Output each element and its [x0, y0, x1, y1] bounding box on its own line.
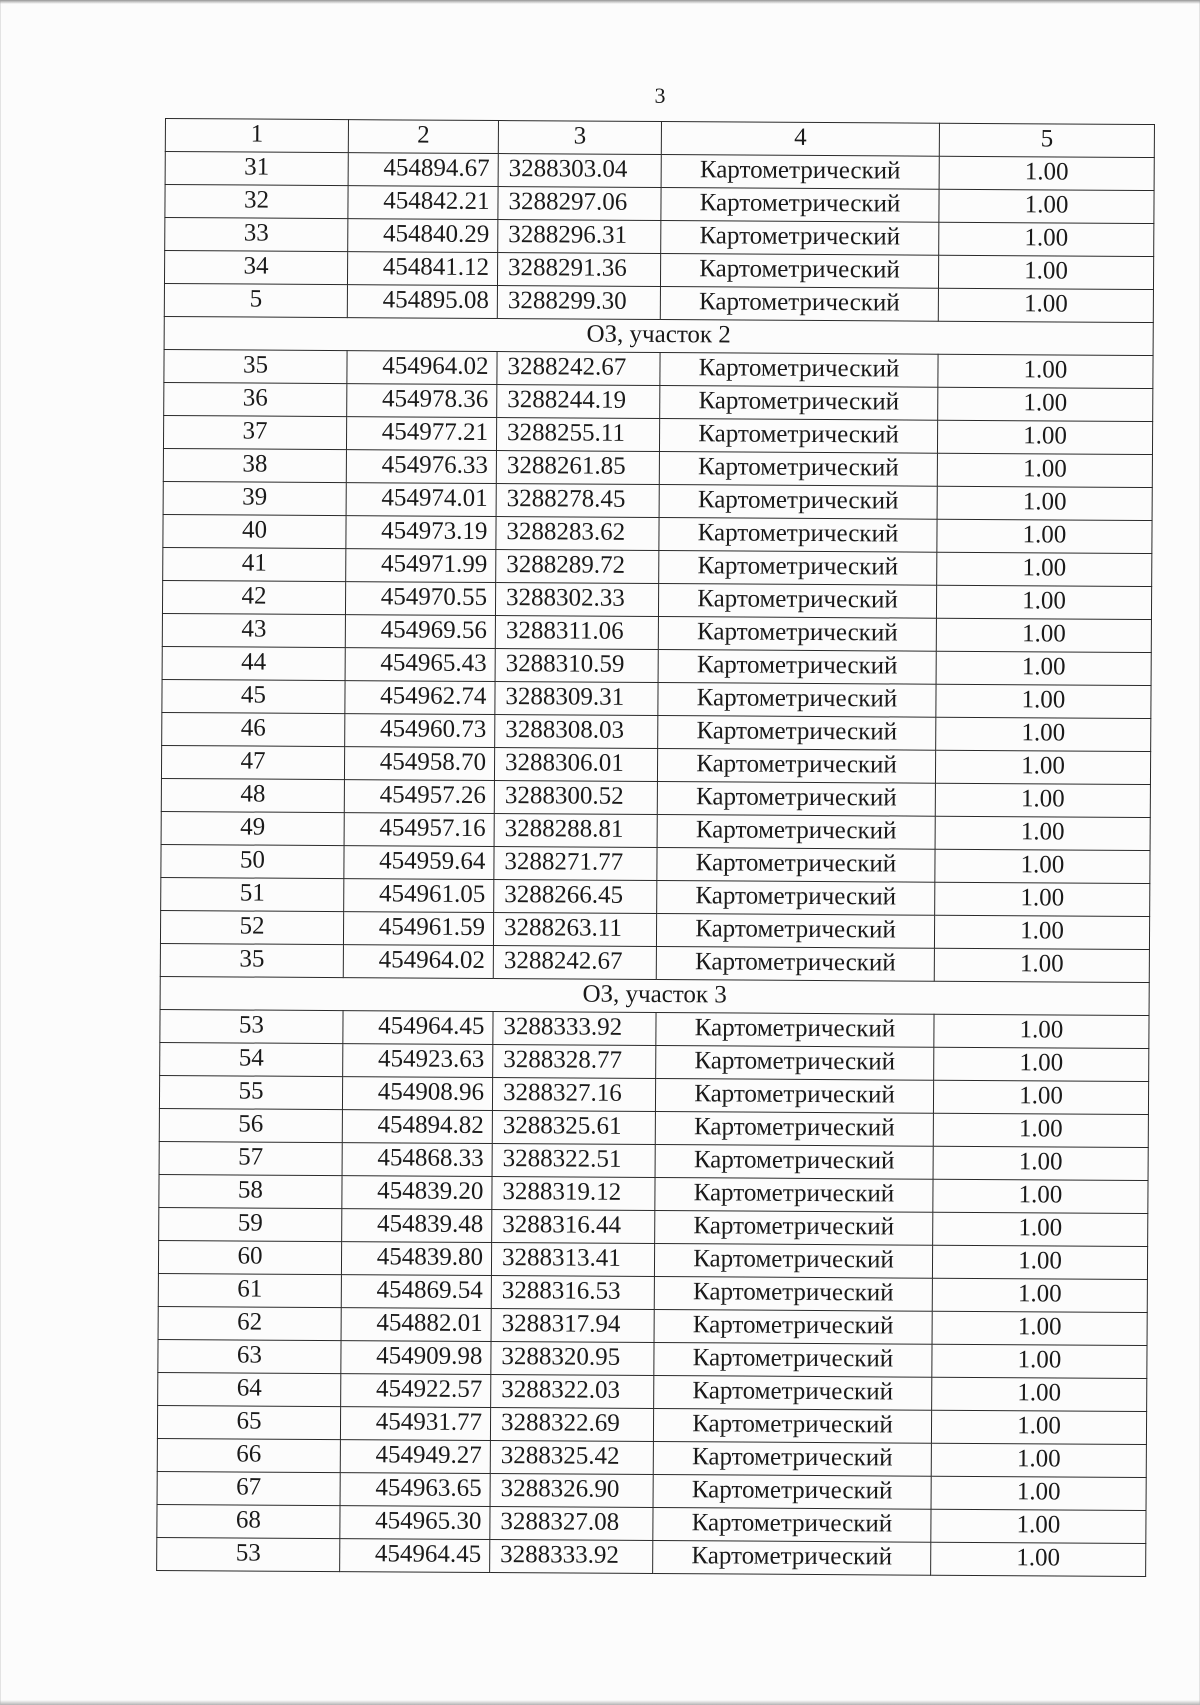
method-cell: Картометрический: [658, 584, 936, 619]
accuracy-cell: 1.00: [938, 288, 1153, 322]
accuracy-cell: 1.00: [936, 651, 1151, 685]
x-coordinate-cell: 454960.73: [345, 714, 495, 748]
y-coordinate-cell: 3288244.19: [497, 385, 660, 419]
accuracy-cell: 1.00: [931, 1410, 1146, 1444]
accuracy-cell: 1.00: [932, 1377, 1147, 1411]
x-coordinate-cell: 454973.19: [346, 516, 496, 550]
x-coordinate-cell: 454839.48: [342, 1209, 492, 1243]
method-cell: Картометрический: [660, 287, 938, 322]
column-header: 4: [661, 122, 939, 157]
point-number-cell: 61: [158, 1273, 341, 1307]
accuracy-cell: 1.00: [939, 156, 1154, 190]
x-coordinate-cell: 454971.99: [346, 549, 496, 583]
y-coordinate-cell: 3288283.62: [496, 517, 659, 551]
y-coordinate-cell: 3288322.69: [490, 1408, 653, 1442]
x-coordinate-cell: 454962.74: [345, 681, 495, 715]
coordinates-table: [156, 118, 1155, 1577]
accuracy-cell: 1.00: [938, 255, 1153, 289]
accuracy-cell: 1.00: [937, 519, 1152, 553]
x-coordinate-cell: 454958.70: [344, 747, 494, 781]
method-cell: Картометрический: [660, 386, 938, 421]
point-number-cell: 51: [161, 877, 344, 911]
y-coordinate-cell: 3288309.31: [495, 682, 658, 716]
point-number-cell: 31: [165, 152, 348, 186]
table-row: [157, 1537, 1146, 1576]
x-coordinate-cell: 454909.98: [341, 1341, 491, 1375]
point-number-cell: 53: [157, 1537, 340, 1571]
x-coordinate-cell: 454931.77: [340, 1407, 490, 1441]
x-coordinate-cell: 454839.80: [341, 1242, 491, 1276]
accuracy-cell: 1.00: [936, 585, 1151, 619]
accuracy-cell: 1.00: [938, 354, 1153, 388]
x-coordinate-cell: 454882.01: [341, 1308, 491, 1342]
accuracy-cell: 1.00: [932, 1278, 1147, 1312]
point-number-cell: 60: [158, 1240, 341, 1274]
accuracy-cell: 1.00: [931, 1542, 1146, 1576]
method-cell: Картометрический: [661, 221, 939, 256]
point-number-cell: 52: [160, 910, 343, 944]
x-coordinate-cell: 454894.67: [348, 153, 498, 187]
accuracy-cell: 1.00: [933, 1179, 1148, 1213]
point-number-cell: 43: [162, 613, 345, 647]
method-cell: Картометрический: [653, 1541, 931, 1576]
method-cell: Картометрический: [659, 419, 937, 454]
y-coordinate-cell: 3288313.41: [491, 1243, 654, 1277]
method-cell: Картометрический: [656, 1046, 934, 1081]
accuracy-cell: 1.00: [937, 420, 1152, 454]
y-coordinate-cell: 3288303.04: [498, 154, 661, 188]
x-coordinate-cell: 454964.02: [343, 945, 493, 979]
accuracy-cell: 1.00: [931, 1476, 1146, 1510]
y-coordinate-cell: 3288291.36: [497, 253, 660, 287]
y-coordinate-cell: 3288299.30: [497, 286, 660, 320]
point-number-cell: 54: [160, 1042, 343, 1076]
method-cell: Картометрический: [659, 485, 937, 520]
point-number-cell: 46: [162, 712, 345, 746]
y-coordinate-cell: 3288278.45: [496, 484, 659, 518]
point-number-cell: 64: [158, 1372, 341, 1406]
method-cell: Картометрический: [657, 848, 935, 883]
x-coordinate-cell: 454965.43: [345, 648, 495, 682]
section-title: ОЗ, участок 2: [164, 316, 1153, 355]
method-cell: Картометрический: [659, 518, 937, 553]
point-number-cell: 32: [165, 185, 348, 219]
y-coordinate-cell: 3288296.31: [498, 220, 661, 254]
x-coordinate-cell: 454842.21: [348, 186, 498, 220]
method-cell: Картометрический: [655, 1145, 933, 1180]
method-cell: Картометрический: [657, 749, 935, 784]
method-cell: Картометрический: [655, 1178, 933, 1213]
column-header: 1: [165, 119, 348, 153]
point-number-cell: 63: [158, 1339, 341, 1373]
scan-top-edge: [0, 0, 1200, 4]
y-coordinate-cell: 3288319.12: [492, 1177, 655, 1211]
accuracy-cell: 1.00: [932, 1245, 1147, 1279]
point-number-cell: 57: [159, 1141, 342, 1175]
y-coordinate-cell: 3288316.53: [491, 1276, 654, 1310]
x-coordinate-cell: 454977.21: [346, 417, 496, 451]
accuracy-cell: 1.00: [936, 684, 1151, 718]
point-number-cell: 47: [161, 745, 344, 779]
accuracy-cell: 1.00: [931, 1443, 1146, 1477]
accuracy-cell: 1.00: [937, 486, 1152, 520]
method-cell: Картометрический: [654, 1244, 932, 1279]
accuracy-cell: 1.00: [938, 387, 1153, 421]
method-cell: Картометрический: [656, 914, 934, 949]
method-cell: Картометрический: [656, 947, 934, 982]
point-number-cell: 68: [157, 1504, 340, 1538]
method-cell: Картометрический: [655, 1079, 933, 1114]
x-coordinate-cell: 454839.20: [342, 1176, 492, 1210]
column-header: 2: [348, 120, 498, 154]
point-number-cell: 66: [157, 1438, 340, 1472]
accuracy-cell: 1.00: [931, 1509, 1146, 1543]
point-number-cell: 67: [157, 1471, 340, 1505]
point-number-cell: 48: [161, 778, 344, 812]
y-coordinate-cell: 3288320.95: [491, 1342, 654, 1376]
method-cell: Картометрический: [656, 1013, 934, 1048]
x-coordinate-cell: 454963.65: [340, 1473, 490, 1507]
point-number-cell: 42: [162, 580, 345, 614]
y-coordinate-cell: 3288310.59: [495, 649, 658, 683]
y-coordinate-cell: 3288322.03: [491, 1375, 654, 1409]
method-cell: Картометрический: [658, 650, 936, 685]
x-coordinate-cell: 454961.59: [343, 912, 493, 946]
point-number-cell: 45: [162, 679, 345, 713]
y-coordinate-cell: 3288308.03: [495, 715, 658, 749]
accuracy-cell: 1.00: [933, 1212, 1148, 1246]
x-coordinate-cell: 454923.63: [343, 1044, 493, 1078]
point-number-cell: 59: [159, 1207, 342, 1241]
x-coordinate-cell: 454840.29: [348, 219, 498, 253]
accuracy-cell: 1.00: [935, 882, 1150, 916]
x-coordinate-cell: 454961.05: [344, 879, 494, 913]
method-cell: Картометрический: [653, 1508, 931, 1543]
y-coordinate-cell: 3288306.01: [494, 748, 657, 782]
method-cell: Картометрический: [660, 353, 938, 388]
point-number-cell: 41: [163, 547, 346, 581]
y-coordinate-cell: 3288327.08: [490, 1507, 653, 1541]
point-number-cell: 35: [160, 943, 343, 977]
page-number: 3: [654, 83, 666, 108]
y-coordinate-cell: 3288263.11: [493, 913, 656, 947]
x-coordinate-cell: 454908.96: [342, 1077, 492, 1111]
point-number-cell: 49: [161, 811, 344, 845]
column-header: 3: [498, 121, 661, 155]
method-cell: Картометрический: [653, 1475, 931, 1510]
point-number-cell: 35: [164, 349, 347, 383]
point-number-cell: 38: [163, 448, 346, 482]
x-coordinate-cell: 454974.01: [346, 483, 496, 517]
accuracy-cell: 1.00: [934, 1014, 1149, 1048]
method-cell: Картометрический: [655, 1112, 933, 1147]
x-coordinate-cell: 454969.56: [345, 615, 495, 649]
method-cell: Картометрический: [657, 881, 935, 916]
accuracy-cell: 1.00: [933, 1080, 1148, 1114]
method-cell: Картометрический: [660, 254, 938, 289]
x-coordinate-cell: 454894.82: [342, 1110, 492, 1144]
x-coordinate-cell: 454965.30: [340, 1506, 490, 1540]
point-number-cell: 62: [158, 1306, 341, 1340]
method-cell: Картометрический: [653, 1409, 931, 1444]
point-number-cell: 33: [165, 218, 348, 252]
x-coordinate-cell: 454970.55: [345, 582, 495, 616]
y-coordinate-cell: 3288242.67: [493, 946, 656, 980]
x-coordinate-cell: 454957.26: [344, 780, 494, 814]
x-coordinate-cell: 454959.64: [344, 846, 494, 880]
point-number-cell: 36: [164, 382, 347, 416]
method-cell: Картометрический: [661, 188, 939, 223]
accuracy-cell: 1.00: [932, 1311, 1147, 1345]
accuracy-cell: 1.00: [934, 915, 1149, 949]
accuracy-cell: 1.00: [932, 1344, 1147, 1378]
method-cell: Картометрический: [658, 683, 936, 718]
y-coordinate-cell: 3288271.77: [494, 847, 657, 881]
section-title: ОЗ, участок 3: [160, 976, 1149, 1015]
method-cell: Картометрический: [655, 1211, 933, 1246]
coordinates-table-body: [157, 119, 1155, 1577]
x-coordinate-cell: 454978.36: [347, 384, 497, 418]
y-coordinate-cell: 3288316.44: [492, 1210, 655, 1244]
y-coordinate-cell: 3288328.77: [493, 1045, 656, 1079]
method-cell: Картометрический: [654, 1376, 932, 1411]
point-number-cell: 34: [164, 251, 347, 285]
accuracy-cell: 1.00: [936, 717, 1151, 751]
method-cell: Картометрический: [654, 1277, 932, 1312]
accuracy-cell: 1.00: [937, 552, 1152, 586]
accuracy-cell: 1.00: [939, 189, 1154, 223]
accuracy-cell: 1.00: [939, 222, 1154, 256]
x-coordinate-cell: 454895.08: [347, 285, 497, 319]
y-coordinate-cell: 3288325.61: [492, 1111, 655, 1145]
x-coordinate-cell: 454964.45: [343, 1011, 493, 1045]
point-number-cell: 58: [159, 1174, 342, 1208]
accuracy-cell: 1.00: [937, 453, 1152, 487]
method-cell: Картометрический: [659, 551, 937, 586]
method-cell: Картометрический: [659, 452, 937, 487]
scan-bottom-edge: [0, 1700, 1200, 1705]
y-coordinate-cell: 3288242.67: [497, 352, 660, 386]
y-coordinate-cell: 3288325.42: [490, 1441, 653, 1475]
y-coordinate-cell: 3288297.06: [498, 187, 661, 221]
method-cell: Картометрический: [653, 1442, 931, 1477]
point-number-cell: 40: [163, 514, 346, 548]
column-header: 5: [939, 123, 1154, 157]
point-number-cell: 50: [161, 844, 344, 878]
point-number-cell: 65: [157, 1405, 340, 1439]
x-coordinate-cell: 454949.27: [340, 1440, 490, 1474]
y-coordinate-cell: 3288289.72: [496, 550, 659, 584]
method-cell: Картометрический: [661, 155, 939, 190]
accuracy-cell: 1.00: [934, 1047, 1149, 1081]
accuracy-cell: 1.00: [935, 750, 1150, 784]
method-cell: Картометрический: [654, 1310, 932, 1345]
accuracy-cell: 1.00: [933, 1146, 1148, 1180]
x-coordinate-cell: 454922.57: [341, 1374, 491, 1408]
point-number-cell: 39: [163, 481, 346, 515]
y-coordinate-cell: 3288333.92: [490, 1540, 653, 1574]
method-cell: Картометрический: [657, 782, 935, 817]
accuracy-cell: 1.00: [935, 849, 1150, 883]
y-coordinate-cell: 3288266.45: [494, 880, 657, 914]
y-coordinate-cell: 3288333.92: [493, 1012, 656, 1046]
point-number-cell: 55: [159, 1075, 342, 1109]
x-coordinate-cell: 454957.16: [344, 813, 494, 847]
x-coordinate-cell: 454976.33: [346, 450, 496, 484]
x-coordinate-cell: 454964.02: [347, 351, 497, 385]
y-coordinate-cell: 3288322.51: [492, 1144, 655, 1178]
x-coordinate-cell: 454841.12: [347, 252, 497, 286]
accuracy-cell: 1.00: [936, 618, 1151, 652]
y-coordinate-cell: 3288311.06: [495, 616, 658, 650]
y-coordinate-cell: 3288302.33: [495, 583, 658, 617]
y-coordinate-cell: 3288326.90: [490, 1474, 653, 1508]
accuracy-cell: 1.00: [933, 1113, 1148, 1147]
accuracy-cell: 1.00: [935, 783, 1150, 817]
y-coordinate-cell: 3288317.94: [491, 1309, 654, 1343]
x-coordinate-cell: 454868.33: [342, 1143, 492, 1177]
y-coordinate-cell: 3288288.81: [494, 814, 657, 848]
accuracy-cell: 1.00: [935, 816, 1150, 850]
y-coordinate-cell: 3288261.85: [496, 451, 659, 485]
x-coordinate-cell: 454964.45: [340, 1539, 490, 1573]
accuracy-cell: 1.00: [934, 948, 1149, 982]
point-number-cell: 44: [162, 646, 345, 680]
method-cell: Картометрический: [657, 815, 935, 850]
point-number-cell: 5: [164, 283, 347, 317]
method-cell: Картометрический: [658, 716, 936, 751]
point-number-cell: 53: [160, 1009, 343, 1043]
method-cell: Картометрический: [658, 617, 936, 652]
method-cell: Картометрический: [654, 1343, 932, 1378]
x-coordinate-cell: 454869.54: [341, 1275, 491, 1309]
y-coordinate-cell: 3288255.11: [496, 418, 659, 452]
point-number-cell: 37: [163, 415, 346, 449]
point-number-cell: 56: [159, 1108, 342, 1142]
y-coordinate-cell: 3288327.16: [492, 1078, 655, 1112]
y-coordinate-cell: 3288300.52: [494, 781, 657, 815]
